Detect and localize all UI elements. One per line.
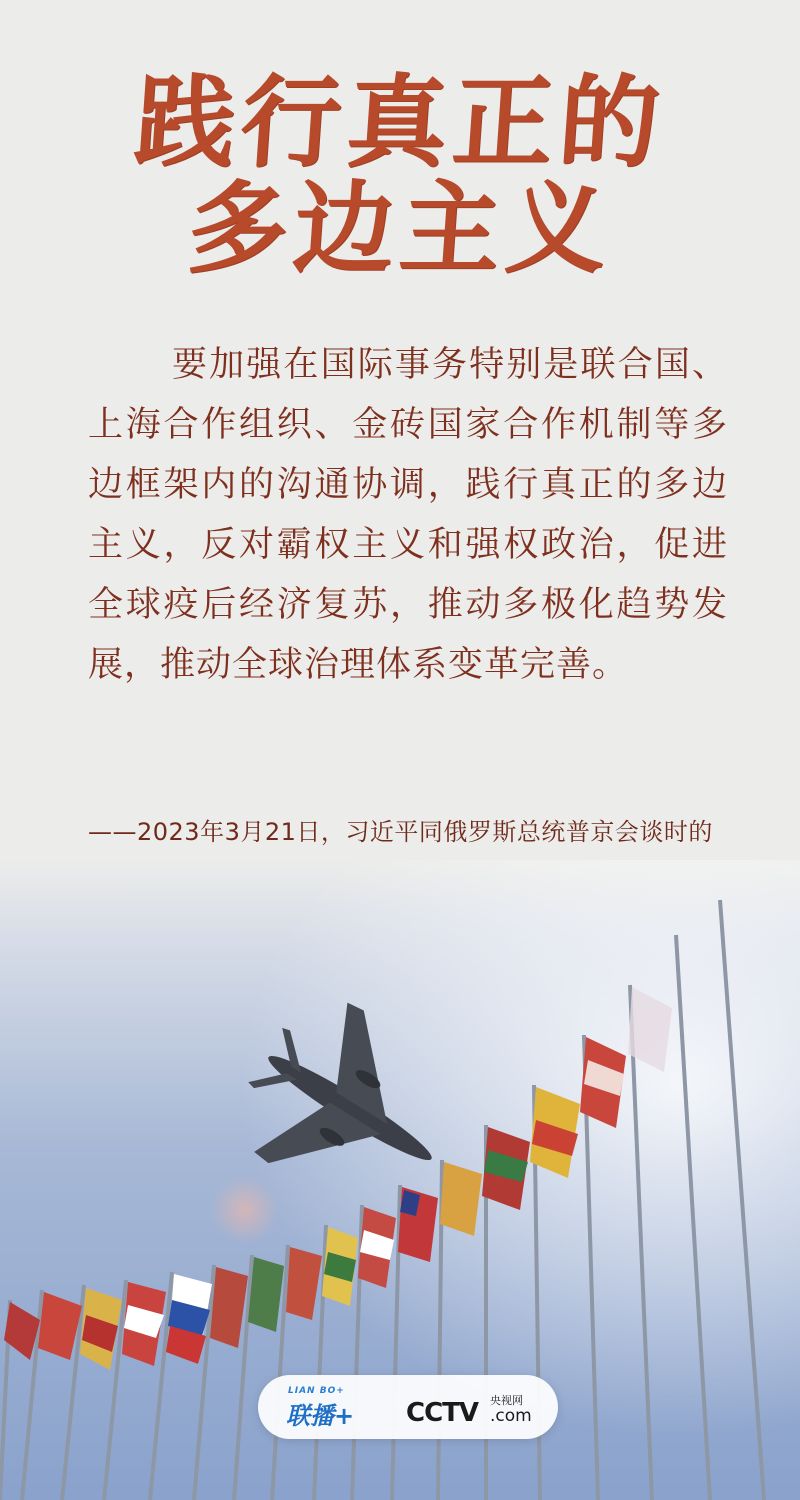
lianbo-logo-sub: LIAN BO+	[288, 1386, 345, 1396]
quote-source: ——2023年3月21日，习近平同俄罗斯总统普京会谈时的	[88, 818, 713, 846]
lianbo-logo-text: 联播+	[286, 1402, 355, 1430]
cctv-logo-com: .com	[490, 1406, 532, 1426]
cctv-logo	[406, 1392, 546, 1428]
cctv-logo-cn: 央视网	[490, 1394, 523, 1407]
quote-text: 要加强在国际事务特别是联合国、上海合作组织、金砖国家合作机制等多边框架内的沟通协调，践行真正的多边主义，反对霸权主义和强权政治，促进全球疫后经济复苏，推动多极化趋势发展，推动全球治理体系变革完善。	[88, 345, 728, 685]
title-line-2: 多边主义	[183, 169, 617, 287]
title-line-1: 践行真正的	[130, 63, 670, 181]
lianbo-logo	[282, 1386, 378, 1430]
cctv-logo-brand: CCTV	[406, 1398, 479, 1428]
lens-flare-shape	[211, 1176, 279, 1244]
